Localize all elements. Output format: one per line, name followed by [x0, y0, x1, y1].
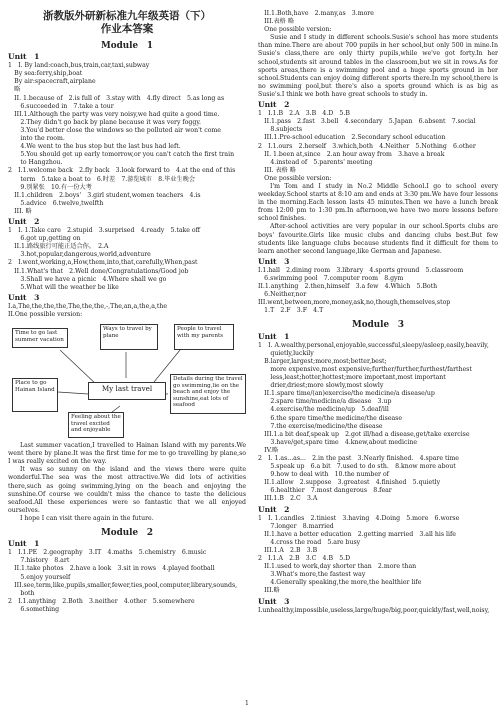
answer-line: II.1.What's that 2.Well done/Congratulations/Good job — [8, 267, 189, 275]
answer-line: 2.spare time/medicine/a disease 3.up — [258, 398, 392, 406]
mind-map-details-box: Details during the travel go swimming,lie on the beach and enjoy the sunshine,eat lots of seafood — [170, 374, 246, 414]
answer-line: III.表格 略 — [258, 18, 295, 26]
answer-line: II.One possible version: — [8, 311, 83, 318]
module-1-unit-1-answers — [8, 62, 246, 216]
left-column — [8, 10, 246, 614]
answer-line: 3.Shall we have a picnic 4.Where shall we go — [8, 275, 167, 283]
answer-line: 1 I.1.B 2.A 3.B 4.D 5.B — [258, 110, 350, 118]
answer-line: 1 I. 1.candles 2.tiniest 3.having 4.Doing 5.more 6.worse — [258, 514, 460, 522]
answer-line: 3.What's more,the fastest way — [258, 571, 366, 579]
answer-line: II. 1.because of 2.is full of 3.stay with 4.fly direct 5.as long as — [8, 94, 225, 102]
module-1-essay — [8, 442, 246, 523]
answer-line: 1 I. 1.Take care 2.stupid 3.surprised 4.ready 5.take off — [8, 227, 201, 235]
module-1-unit-3-heading: Unit 3 — [8, 292, 40, 302]
right-column — [258, 10, 498, 615]
answer-line: II.1.children 2.boys' 3.girl student,women teachers 4.is — [8, 191, 201, 199]
answer-line: drier,driest;more slowly,most slowly — [258, 382, 384, 390]
module-3-unit-2-answers — [258, 515, 498, 596]
answer-line: 6.healthier 7.most dangerous 8.fear — [258, 487, 392, 495]
answer-line: into the room. — [8, 135, 65, 143]
answer-line: 7.longer 8.married — [258, 522, 334, 530]
answer-line: 3.You'd better close the windows so the polluted air won't come — [8, 126, 221, 134]
answer-line: II.1.used to work,day shorter than 2.more than — [258, 563, 417, 571]
essay-paragraph: I'm Tom and I study in No.2 Middle School.I go to school every weekday.School starts at 8:10 am and ends at 3:30 pm.We have four lessons in the morning.Each lesson lasts 45 minutes.Then we have a lunch break from 12:00 pm to 1:30 pm.In afternoon,we have two more lessons before school finishes. — [258, 182, 498, 223]
answer-line: III.1.a bit deaf,speak up 2.got ill/had a disease,get/take exercise — [258, 430, 470, 438]
module-1-unit-1-heading: Unit 1 — [8, 52, 40, 62]
answer-line: less,least;hotter,hottest;more important,most important — [258, 374, 446, 382]
module-3-unit-3-heading: Unit 3 — [258, 596, 290, 606]
module-3-unit-1-answers — [258, 342, 498, 455]
answer-line: 5.You should get up early tomorrow,or you can't catch the first train — [8, 151, 235, 159]
answer-line: I.a,The,the,the,the,The,the,the,-,The,an,a,the,a,the — [8, 302, 168, 310]
answer-line: III.1.A 2.B 3.B — [258, 547, 318, 554]
answer-line: II.1.allow 2.suppose 3.greatest 4.finished 5.quietly — [258, 479, 441, 487]
answer-line: III.went,between,more,money,ask,no,though,themselves,stop — [258, 299, 451, 307]
answer-line: 1 I. A.wealthy,personal,enjoyable,successful,sleepy/asleep,easily,heavily, — [258, 341, 489, 349]
module-2-heading: Module 2 — [100, 528, 153, 539]
module-2-unit-1-heading: Unit 1 — [8, 539, 40, 549]
answer-line: 略 — [8, 86, 21, 94]
answer-line: III. 略 — [8, 207, 32, 215]
answer-line: B.larger,largest;more,most;better,best; — [258, 357, 387, 365]
answer-line: 5.speak up 6.a bit 7.used to do sth. 8.know more about — [258, 463, 456, 471]
essay-paragraph: Last summer vacation,I travelled to Hainan Island with my parents.We went there by plane.It was the first time for me to go travelling by plane,so I was really excited on the way. — [8, 442, 246, 466]
module-2-unit-2-heading: Unit 2 — [258, 100, 290, 110]
module-1-unit-2-answers — [8, 227, 246, 292]
essay-paragraph: After-school activities are very popular in our school.Sports clubs are boys' favourite.Girls like music clubs and dancing clubs best.But few students like language clubs because students find it difficult for them to learn another second language,like German and Japanese. — [258, 223, 498, 255]
answer-line: 4.Generally speaking,the more,the healthier life — [258, 579, 422, 587]
answer-line: One possible version: — [258, 174, 332, 182]
answer-line: to Hangzhou. — [8, 159, 63, 167]
answer-line: 3.hot,popular,dangerous,world,adventure — [8, 251, 151, 259]
module-2-unit-1-answers — [8, 549, 246, 614]
mind-map-feeling-box: Feeling about the travel excited and enjoyable — [68, 412, 124, 438]
module-2-unit-1-answers-cont — [258, 10, 498, 34]
answer-line: 2 I. 1.as...as... 2.in the past 3.Nearly finished. 4.spare time — [258, 454, 459, 462]
answer-line: 2.They didn't go back by plane because it was very foggy. — [8, 118, 201, 126]
module-2-unit-3-answers — [258, 267, 498, 316]
essay-paragraph: Susie and I study in different schools.Susie's school has more students than mine.There are about 700 pupils in her school,but only 500 in mine.In Susie's class,there are only thirty pupils,while we've got forty.In her school,students sit around tables in the classroom,but we sit in rows.As for sports areas,there is a swimming pool and a huge sports ground in her school.Students can enjoy doing different sports there.In my school,there is no swimming pool,but there's also a sports ground which is as big as Susie's.I think we both have great schools to study in. — [258, 34, 498, 98]
answer-line: more expensive,most expensive;further/further,furthest/farthest — [258, 365, 472, 373]
answer-line: 5.What will the weather be like — [8, 283, 119, 291]
module-1-unit-3-answers — [8, 303, 246, 319]
answer-line: II.1.take photos 2.have a look 3.sit in rows 4.played football — [8, 565, 215, 573]
answer-line: 4.exercise/the medicine/up 5.deaf/ill — [258, 406, 389, 414]
answer-line: III.1.Pre-school education 2.Secondary school education — [258, 134, 446, 142]
answer-line: quietly,luckily — [258, 349, 314, 357]
answer-line: term 5.take a boat to 6.时差 7.游览城市 8.毕业生晚会 — [8, 175, 196, 183]
answer-line: III.略 — [258, 587, 280, 595]
answer-line: 1 I.1.PE 2.geography 3.IT 4.maths 5.chemistry 6.music — [8, 549, 207, 557]
module-1-heading: Module 1 — [100, 41, 153, 51]
module-1-unit-2-heading: Unit 2 — [8, 216, 40, 226]
mind-map-time-box: Time to go last summer vacation — [12, 328, 68, 348]
module-3-unit-2-heading: Unit 2 — [258, 504, 290, 514]
travel-mind-map — [8, 322, 246, 438]
answer-line: III.1.B 2.C 3.A — [258, 495, 318, 503]
answer-line: 3.have/get,spare time 4.knew,about medicine — [258, 438, 418, 446]
answer-line: I.unhealthy,impossible,useless,large/huge/big,poor,quickly/fast,well,noisy, — [258, 606, 490, 614]
answer-line: III.1.Although the party was very noisy,we had quite a good time. — [8, 110, 220, 118]
answer-line: 1 I. By land:coach,bus,train,car,taxi,subway — [8, 62, 150, 70]
module-2-unit-1-essay — [258, 34, 498, 99]
answer-line: 4.cross the road 5.are busy — [258, 538, 361, 546]
answer-line: II.1.路线旅行可能正适合你。 2.A — [8, 243, 109, 251]
answer-line: 9.别紧张 10.有一份大考 — [8, 183, 92, 191]
document-title: 浙教版外研新标准九年级英语（下） — [43, 10, 211, 22]
answer-line: 1.T 2.F 3.F 4.T — [258, 307, 324, 315]
answer-line: III.see,term,like,pupils,smaller,fewer,ties,pool,computer,library,sounds, — [8, 581, 238, 589]
answer-line: 6.the spare time/the medicine/the disease — [258, 414, 403, 422]
answer-line: 6.succeeded in 7.take a tour — [8, 102, 114, 110]
answer-line: 5.advice 6.twelve,twelfth — [8, 199, 104, 207]
answer-line: II.1.spare time/(an)exercise/the medicine/a disease/up — [258, 390, 435, 398]
mind-map-ways-box: Ways to travel by plane — [100, 324, 158, 350]
essay-paragraph: I hope I can visit there again in the future. — [20, 514, 154, 522]
answer-line: 9.how to deal with 10.the number of — [258, 471, 389, 479]
answer-line: 8.subjects — [258, 126, 303, 134]
answer-line: I.1.hall 2.dining room 3.library 4.sports ground 5.classroom — [258, 266, 464, 274]
module-3-unit-3-answers — [258, 607, 498, 615]
module-3-unit-1-heading: Unit 1 — [258, 331, 290, 341]
document-subtitle: 作业本答案 — [100, 23, 154, 35]
answer-line: 6.Neither,nor — [258, 291, 307, 299]
answer-line: 4.instead of 5.parents' meeting — [258, 158, 373, 166]
answer-line: By air:spacecraft,airplane — [8, 78, 96, 86]
answer-line: 5.enjoy yourself — [8, 573, 71, 581]
answer-line: 2 I.1.anything 2.Both 3.neither 4.other 5.somewhere — [8, 597, 195, 605]
answer-line: 4.We went to the bus stop but the last bus had left. — [8, 143, 181, 151]
answer-line: II.1.anything 2.then,himself 3.a few 4.Which 5.Both — [258, 283, 438, 291]
answer-line: 7.history 8.art — [8, 557, 70, 565]
answer-line: II.1.pass 2.fast 3.bell 4.secondary 5.Japan 6.absent 7.social — [258, 118, 476, 126]
answer-line: 6.something — [8, 605, 60, 613]
answer-line: By sea:ferry,ship,boat — [8, 70, 83, 78]
module-3-unit-1-answers-part2 — [258, 455, 498, 504]
mind-map-place-box: Place to go Hainan Island — [12, 378, 58, 412]
mind-map-center-box: My last travel — [88, 382, 166, 400]
answer-line: III. 表格 略 — [258, 166, 296, 174]
answer-line: 2 I.1.A 2.B 3.C 4.B 5.D — [258, 555, 351, 563]
answer-line: IV.略 — [258, 446, 279, 454]
answer-line: II.1.Both,have 2.many,as 3.more — [258, 10, 374, 17]
answer-line: II. 1.been at,since 2.an hour away from 3.have a break — [258, 150, 445, 158]
essay-paragraph: It was so sunny on the island and the views there were quite wonderful.The sea was the most attractive.We did lots of activities there,such as going swimming,lying on the beach and enjoying the sunshine.Of course we couldn't miss the chance to taste the delicious seafood.All these experiences were so fantastic that we all enjoyed ourselves. — [8, 466, 246, 514]
page-number: 1 — [245, 700, 249, 707]
answer-line: 7.the exercise/medicine/the disease — [258, 422, 383, 430]
answer-line: II.1.have a better education 2.getting married 3.all his life — [258, 530, 456, 538]
module-3-heading: Module 3 — [351, 320, 404, 331]
mind-map-people-box: People to travel with my parents — [174, 324, 234, 350]
module-2-unit-2-answers — [258, 110, 498, 183]
answer-line: both — [8, 589, 35, 597]
answer-line: 2 I.went,working,a,How,them,into,that,carefully,When,past — [8, 259, 198, 267]
module-2-unit-3-heading: Unit 3 — [258, 256, 290, 266]
module-2-unit-2-essay — [258, 183, 498, 256]
answer-line: 2 I.1.welcome back 2.fly back 3.look forward to 4.at the end of this — [8, 167, 236, 175]
answer-line: 6.swimming pool 7.computer room 8.gym — [258, 275, 404, 282]
answer-line: 6.got up,getting on — [8, 235, 81, 243]
answer-line: One possible version: — [258, 26, 332, 34]
answer-line: 2 I.1.ours 2.herself 3.which,both 4.Neither 5.Nothing 6.other — [258, 142, 476, 150]
